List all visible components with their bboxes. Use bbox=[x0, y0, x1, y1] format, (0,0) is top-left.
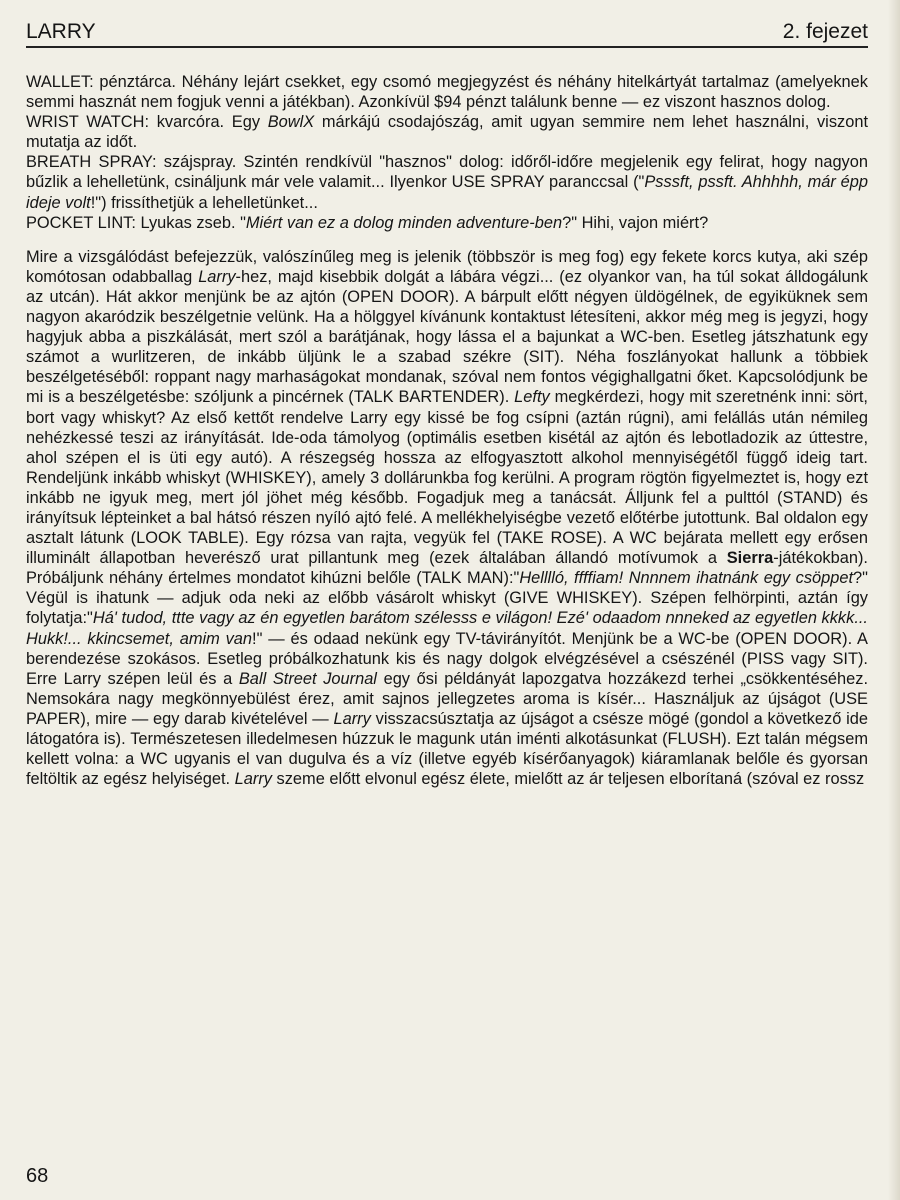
item-term: POCKET LINT bbox=[26, 213, 132, 232]
item-description: ?" Hihi, vajon miért? bbox=[562, 213, 709, 232]
running-header bbox=[26, 18, 868, 48]
walkthrough-paragraph bbox=[26, 247, 868, 790]
item-term: WRIST WATCH bbox=[26, 113, 145, 132]
text-run: -játékokban). Próbáljunk néhány értelmes mondatot kihúzni belőle (TALK MAN):" bbox=[26, 549, 868, 588]
brand-name: BowlX bbox=[267, 113, 315, 132]
inventory-entry-wrist-watch bbox=[26, 112, 868, 152]
item-description: !") frissíthetjük a lehelletünket... bbox=[90, 193, 318, 212]
item-description: : szájspray. Szintén rendkívül "hasznos" dolog: időről-időre megjelenik egy felirat, hogy nagyon bűzlik a lehelletünk, csináljunk már vele valamit... Ilyenkor USE SPRAY paranccsal (" bbox=[26, 153, 868, 192]
game-quote: Helllló, ffffiam! Nnnnem ihatnánk egy csöppet bbox=[519, 569, 854, 588]
text-run: -hez, majd kisebbik dolgát a lábára végzi... (ez olyankor van, ha túl sokat álldogálunk az utcán). Hát akkor menjünk be az ajtón (OPEN DOOR). A bárpult előtt négyen üldögélnek, de egyiküknek sem nagyon akaródzik beszélgetnie velünk. Ha a hölggyel kívánunk kontaktust létesíteni, akkor még meg is jegyzi, hogy hagyjuk abba a piszkálását, mert szól a barátjának, hogy lássa el a bajunkat a WC-ben. Esetleg játszhatunk egy számot a wurlitzeren, de inkább üljünk le a szabad székre (SIT). Néha foszlányokat hallunk a többiek beszélgetéséből: roppant nagy marhaságokat mondanak, szóval nem fontos végighallgatni őket. Kapcsolódjunk be mi is a beszélgetésbe: szóljunk a pincérnek (TALK BARTENDER). bbox=[26, 267, 868, 407]
page-number: 68 bbox=[26, 1165, 49, 1187]
text-run: !" — és odaad nekünk egy TV-távirányítót. Menjünk be a WC-be (OPEN DOOR). A berendezése szokásos. Esetleg próbálkozhatunk kis és nagy dolgok elvégzésével a csészénél (PISS vagy SIT). Erre Larry szépen leül és a bbox=[26, 629, 868, 688]
page-content bbox=[26, 72, 868, 789]
brand-name: Sierra bbox=[726, 549, 774, 568]
item-description: : kvarcóra. Egy bbox=[144, 113, 268, 132]
book-page bbox=[26, 18, 868, 1188]
inventory-entry-breath-spray bbox=[26, 152, 868, 212]
game-quote: Psssft, pssft. Ahhhhh, már épp ideje volt bbox=[26, 173, 868, 212]
item-term: BREATH SPRAY bbox=[26, 153, 152, 172]
item-term: WALLET bbox=[26, 73, 90, 91]
game-quote: Há' tudod, ttte vagy az én egyetlen barátom szélesss e világon! Ezé' odaadom nnneked az egyetlen kkkk... Hukk!... kkincsemet, amim van bbox=[26, 609, 868, 648]
walkthrough-text bbox=[26, 247, 868, 790]
text-run: ?" Végül is ihatunk — adjuk oda neki az előbb vásárolt whiskyt (GIVE WHISKEY). Szépen felhörpinti, aztán így folytatja:" bbox=[26, 569, 868, 628]
newspaper-title: Ball Street Journal bbox=[238, 669, 377, 688]
character-name: Larry bbox=[234, 770, 272, 789]
page-edge-shadow bbox=[888, 0, 900, 1200]
item-description: : pénztárca. Néhány lejárt csekket, egy csomó megjegyzést és néhány hitelkártyát tartalmaz (amelyeknek semmi hasznát nem fogjuk venni a játékban). Azonkívül $94 pénzt találunk benne — ez viszont hasznos dolog. bbox=[26, 73, 868, 112]
character-name: Larry bbox=[333, 709, 371, 728]
inventory-entry-wallet bbox=[26, 72, 868, 112]
item-description: : Lyukas zseb. " bbox=[131, 213, 246, 232]
text-run: megkérdezi, hogy mit szeretnénk inni: sört, bort vagy whiskyt? Az első kettőt rendelve Larry egy kissé be fog csípni (aztán rúgni), ami felállás után némileg nehézkessé teszi az irányítását. Ide-oda támolyog (optimális esetben kisétál az ajtón és lebotladozik az úttestre, ahol szépen el is üti egy autó). A részegség hossza az elfogyasztott alkohol mennyiségétől függő ideig tart. Rendeljünk inkább whiskyt (WHISKEY), amely 3 dollárunkba fog kerülni. A program rögtön figyelmeztet is, hogy ezt inkább ne igyuk meg, mert jól jöhet még később. Fogadjuk meg a tanácsát. Álljunk fel a pulttól (STAND) és irányítsuk lépteinket a bal hátsó részen nyíló ajtó felé. A mellékhelyiségbe vezető előtérbe jutottunk. Bal oldalon egy asztalt látunk (LOOK TABLE). Egy rózsa van rajta, vegyük fel (TAKE ROSE). A WC bejárata mellett egy erősen illuminált állapotban heverésző urat pillantunk meg (ezek általában állandó motívumok a bbox=[26, 388, 868, 568]
text-run: visszacsúsztatja az újságot a csésze mögé (gondol a következő ide látogatóra is). Természetesen illedelmesen húzzuk le magunk után iménti alkotásunkat (FLUSH). Ezt talán mégsem kellett volna: a WC ugyanis el van dugulva és a víz (illetve egyéb kísérőanyagok) kiáramlanak belőle és gyorsan feltöltik az egész helyiséget. bbox=[26, 709, 868, 789]
item-description: márkájú csodajószág, amit ugyan semmire nem lehet használni, viszont mutatja az időt. bbox=[26, 113, 868, 152]
character-name: Larry bbox=[198, 267, 236, 286]
text-run: szeme előtt elvonul egész élete, mielőtt az ár teljesen elborítaná (szóval ez rossz bbox=[271, 770, 865, 789]
game-quote: Miért van ez a dolog minden adventure-ben bbox=[245, 213, 563, 232]
text-run: Mire a vizsgálódást befejezzük, valószínűleg meg is jelenik (többször is meg fog) egy fekete korcs kutya, aki szép komótosan odabballag bbox=[26, 247, 868, 286]
character-name: Lefty bbox=[514, 388, 550, 407]
text-run: egy ősi példányát lapozgatva hozzákezd terhei „csökkentéséhez. Nemsokára nagy megkönnyebülést érez, amit sajnos jellegzetes aroma is kísér... Használjuk az újságot (USE PAPER), mire — egy darab kivételével — bbox=[26, 669, 868, 728]
inventory-entry-pocket-lint bbox=[26, 213, 868, 233]
chapter-label: 2. fejezet bbox=[782, 20, 868, 43]
header-title: LARRY bbox=[26, 20, 96, 43]
